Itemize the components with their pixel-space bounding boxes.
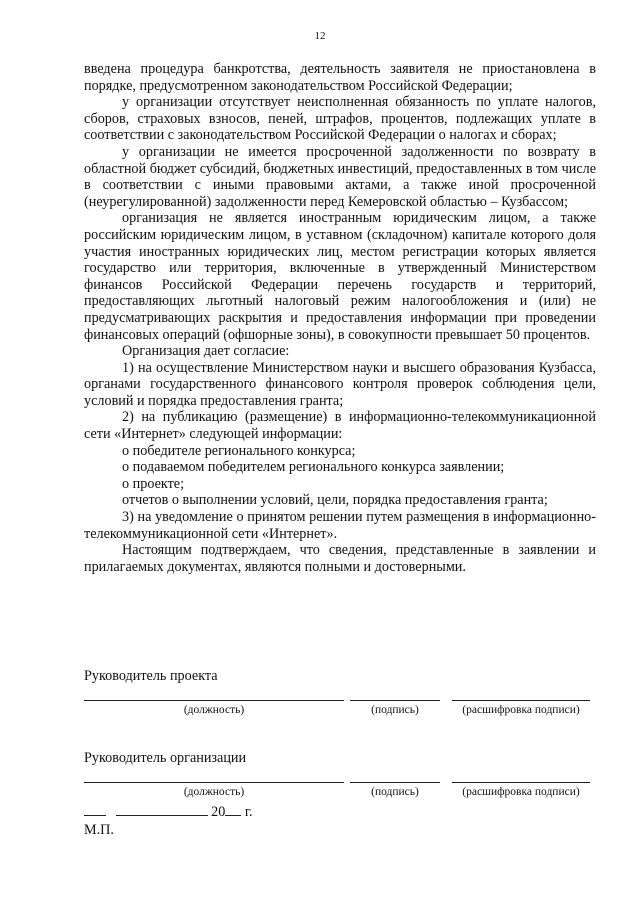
project-head-position-caption: (должность) (183, 704, 245, 716)
org-head-decoding-caption: (расшифровка подписи) (462, 786, 580, 798)
year-blank (225, 803, 241, 816)
org-head-signature-caption: (подпись) (371, 786, 419, 798)
paragraph-bankruptcy: введена процедура банкротства, деятельность заявителя не приостановлена в порядке, предусмотренном законодательством Российской Федерации; (84, 61, 596, 94)
paragraph-consent-item-1: 1) на осуществление Министерством науки и высшего образования Кузбасса, органами государственного финансового контроля проверок соблюдения цели, условий и порядка предоставления гранта; (84, 359, 596, 409)
project-head-position-line (84, 700, 344, 701)
page-number: 12 (314, 30, 326, 42)
org-head-label: Руководитель организации (84, 750, 247, 766)
paragraph-confirmation: Настоящим подтверждаем, что сведения, представленные в заявлении и прилагаемых документах, являются полными и достоверными. (84, 542, 596, 575)
year-prefix: 20 (211, 804, 226, 820)
org-head-decoding-line (452, 782, 590, 783)
paragraph-publication-project: о проекте; (122, 475, 185, 492)
date-line (84, 803, 253, 821)
paragraph-tax-obligations: у организации отсутствует неисполненная обязанность по уплате налогов, сборов, страховых взносов, пеней, штрафов, процентов, подлежащих уплате в соответствии с законодательством Российской Федерации о налогах и сборах; (84, 94, 596, 144)
org-head-signature-line (350, 782, 440, 783)
paragraph-foreign-entity: организация не является иностранным юридическим лицом, а также российским юридическим лицом, в уставном (складочном) капитале которого доля участия иностранных юридических лиц, местом регистрации которых является государство или территория, включенные в утвержденный Министерством финансов Российской Федерации перечень государств и территорий, предоставляющих льготный налоговый режим налогообложения и (или) не предусматривающих раскрытия и предоставления информации при проведении финансовых операций (офшорные зоны), в совокупности превышает 50 процентов. (84, 210, 596, 343)
project-head-decoding-line (452, 700, 590, 701)
paragraph-consent-intro: Организация дает согласие: (122, 343, 290, 360)
day-blank (84, 803, 106, 816)
paragraph-publication-application: о подаваемом победителем регионального конкурса заявлении; (122, 459, 505, 476)
document-body (84, 61, 596, 575)
paragraph-budget-debt: у организации не имеется просроченной задолженности по возврату в областной бюджет субсидий, бюджетных инвестиций, предоставленных в том числе в соответствии с иными правовыми актами, а также иной просроченной (неурегулированной) задолженности перед Кемеровской областью – Кузбассом; (84, 143, 596, 210)
project-head-decoding-caption: (расшифровка подписи) (462, 704, 580, 716)
project-head-signature-line (350, 700, 440, 701)
org-head-position-caption: (должность) (183, 786, 245, 798)
paragraph-consent-item-3: 3) на уведомление о принятом решении путем размещения в информационно-телекоммуникационной сети «Интернет». (84, 509, 596, 542)
year-suffix: г. (244, 804, 253, 820)
stamp-label: М.П. (84, 822, 114, 838)
org-head-position-line (84, 782, 344, 783)
project-head-signature-caption: (подпись) (371, 704, 419, 716)
paragraph-publication-winner: о победителе регионального конкурса; (122, 442, 356, 459)
project-head-label: Руководитель проекта (84, 668, 218, 684)
paragraph-publication-reports: отчетов о выполнении условий, цели, порядка предоставления гранта; (122, 492, 548, 509)
paragraph-consent-item-2: 2) на публикацию (размещение) в информационно-телекоммуникационной сети «Интернет» следующей информации: (84, 409, 596, 443)
month-blank (116, 803, 208, 816)
